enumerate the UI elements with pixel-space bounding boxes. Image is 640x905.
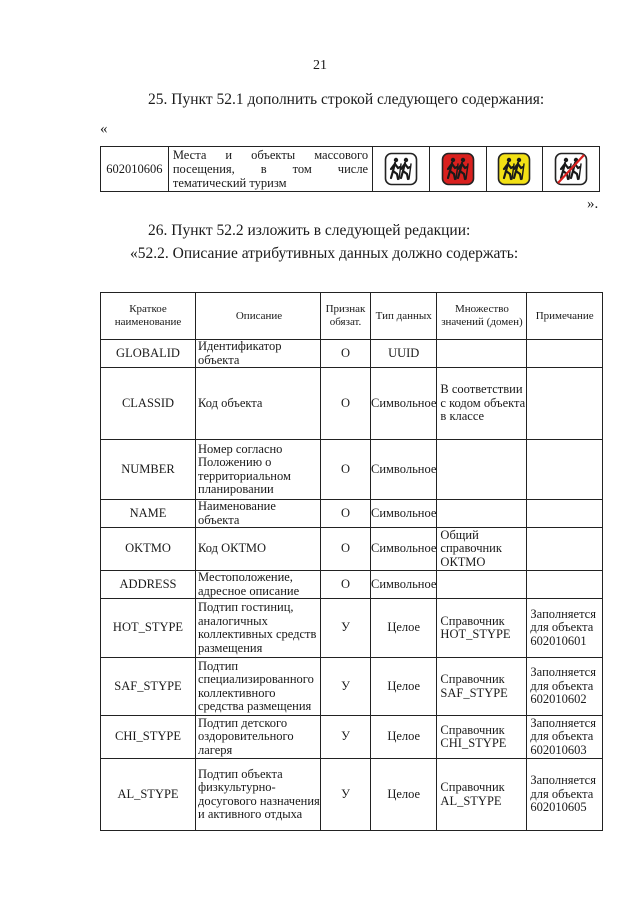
header-domain: Множество значений (домен) xyxy=(437,293,527,340)
attribute-domain: Справочник CHI_STYPE xyxy=(437,716,527,759)
table-row xyxy=(101,599,603,658)
attribute-name: CLASSID xyxy=(101,368,196,440)
object-description xyxy=(168,147,372,192)
description-word: числе xyxy=(337,162,369,176)
attribute-required: О xyxy=(321,571,371,599)
attribute-required: О xyxy=(321,340,371,368)
attribute-description: Подтип детского оздоровительного лагеря xyxy=(196,716,321,759)
attribute-note xyxy=(527,368,603,440)
attribute-type: Целое xyxy=(371,599,437,658)
attribute-name: NUMBER xyxy=(101,440,196,500)
sign-cell-white xyxy=(373,147,430,192)
description-word: том xyxy=(292,162,312,176)
attribute-note xyxy=(527,500,603,528)
attribute-name: NAME xyxy=(101,500,196,528)
table-row xyxy=(101,658,603,716)
table-row xyxy=(101,759,603,831)
item-26-text: 26. Пункт 52.2 изложить в следующей редакции: xyxy=(148,222,471,239)
attribute-required: У xyxy=(321,759,371,831)
header-row xyxy=(101,293,603,340)
hikers-sign-crossed-icon xyxy=(554,152,588,186)
attribute-description: Код объекта xyxy=(196,368,321,440)
description-word: и xyxy=(225,148,233,162)
description-line xyxy=(173,162,368,176)
object-code: 602010606 xyxy=(101,147,169,192)
attribute-domain: Справочник HOT_STYPE xyxy=(437,599,527,658)
header-required: Признак обязат. xyxy=(321,293,371,340)
attribute-type: Символьное xyxy=(371,500,437,528)
table-row xyxy=(101,500,603,528)
item-25-text: 25. Пункт 52.1 дополнить строкой следующего содержания: xyxy=(148,91,545,108)
attribute-domain: Справочник SAF_STYPE xyxy=(437,658,527,716)
attribute-name: GLOBALID xyxy=(101,340,196,368)
attribute-required: У xyxy=(321,716,371,759)
description-word: в xyxy=(260,162,267,176)
attribute-note xyxy=(527,340,603,368)
attribute-required: О xyxy=(321,368,371,440)
table-row xyxy=(101,716,603,759)
attribute-name: CHI_STYPE xyxy=(101,716,196,759)
attribute-required: О xyxy=(321,500,371,528)
attribute-name: OKTMO xyxy=(101,528,196,571)
attribute-domain xyxy=(437,500,527,528)
attribute-note: Заполняется для объекта 602010605 xyxy=(527,759,603,831)
attribute-note: Заполняется для объекта 602010603 xyxy=(527,716,603,759)
description-word: Места xyxy=(172,148,207,162)
attribute-type: Символьное xyxy=(371,440,437,500)
attribute-description: Идентификатор объекта xyxy=(196,340,321,368)
attributes-table xyxy=(100,292,603,831)
attribute-type: Целое xyxy=(371,716,437,759)
item-52-2-text: «52.2. Описание атрибутивных данных должно содержать: xyxy=(130,245,519,262)
attribute-note xyxy=(527,440,603,500)
attribute-type: UUID xyxy=(371,340,437,368)
attribute-type: Символьное xyxy=(371,528,437,571)
header-description: Описание xyxy=(196,293,321,340)
attribute-description: Местоположение, адресное описание xyxy=(196,571,321,599)
hikers-sign-yellow-icon xyxy=(497,152,531,186)
attribute-note: Заполняется для объекта 602010601 xyxy=(527,599,603,658)
sign-cell-red xyxy=(429,147,486,192)
description-word: посещения, xyxy=(172,162,235,176)
attribute-description: Подтип специализированного коллективного средства размещения xyxy=(196,658,321,716)
sign-cell-yellow xyxy=(486,147,543,192)
closing-quote: ». xyxy=(587,196,599,212)
attribute-note: Заполняется для объекта 602010602 xyxy=(527,658,603,716)
header-short-name: Краткое наименование xyxy=(101,293,196,340)
hikers-sign-red-icon xyxy=(441,152,475,186)
header-data-type: Тип данных xyxy=(371,293,437,340)
page-number: 21 xyxy=(313,58,327,73)
table-row xyxy=(101,440,603,500)
sign-cell-crossed xyxy=(543,147,600,192)
hikers-sign-white-icon xyxy=(384,152,418,186)
table-row xyxy=(101,368,603,440)
attribute-type: Целое xyxy=(371,759,437,831)
attribute-domain: Общий справочник ОКТМО xyxy=(437,528,527,571)
new-row-table xyxy=(100,146,600,192)
attribute-type: Целое xyxy=(371,658,437,716)
attribute-domain: Справочник AL_STYPE xyxy=(437,759,527,831)
table-row xyxy=(101,147,600,192)
description-word: массового xyxy=(314,148,369,162)
attribute-domain xyxy=(437,440,527,500)
attribute-domain xyxy=(437,340,527,368)
attribute-note xyxy=(527,528,603,571)
attribute-type: Символьное xyxy=(371,368,437,440)
description-word: тематический туризм xyxy=(172,176,287,190)
attribute-required: О xyxy=(321,440,371,500)
header-note: Примечание xyxy=(527,293,603,340)
attribute-description: Код ОКТМО xyxy=(196,528,321,571)
attribute-name: SAF_STYPE xyxy=(101,658,196,716)
description-line xyxy=(173,176,368,190)
attribute-name: AL_STYPE xyxy=(101,759,196,831)
attribute-required: У xyxy=(321,658,371,716)
attribute-name: ADDRESS xyxy=(101,571,196,599)
attribute-name: HOT_STYPE xyxy=(101,599,196,658)
attribute-description: Подтип гостиниц, аналогичных коллективных средств размещения xyxy=(196,599,321,658)
opening-quote: « xyxy=(100,121,108,137)
attribute-domain xyxy=(437,571,527,599)
table-row xyxy=(101,528,603,571)
attribute-domain: В соответствии с кодом объекта в классе xyxy=(437,368,527,440)
table-row xyxy=(101,340,603,368)
description-word: объекты xyxy=(251,148,296,162)
description-line xyxy=(173,148,368,162)
table-row xyxy=(101,571,603,599)
attribute-description: Номер согласно Положению о территориальном планировании xyxy=(196,440,321,500)
attribute-type: Символьное xyxy=(371,571,437,599)
attribute-description: Подтип объекта физкультурно-досугового назначения и активного отдыха xyxy=(196,759,321,831)
attribute-description: Наименование объекта xyxy=(196,500,321,528)
attribute-required: У xyxy=(321,599,371,658)
attribute-required: О xyxy=(321,528,371,571)
attribute-note xyxy=(527,571,603,599)
